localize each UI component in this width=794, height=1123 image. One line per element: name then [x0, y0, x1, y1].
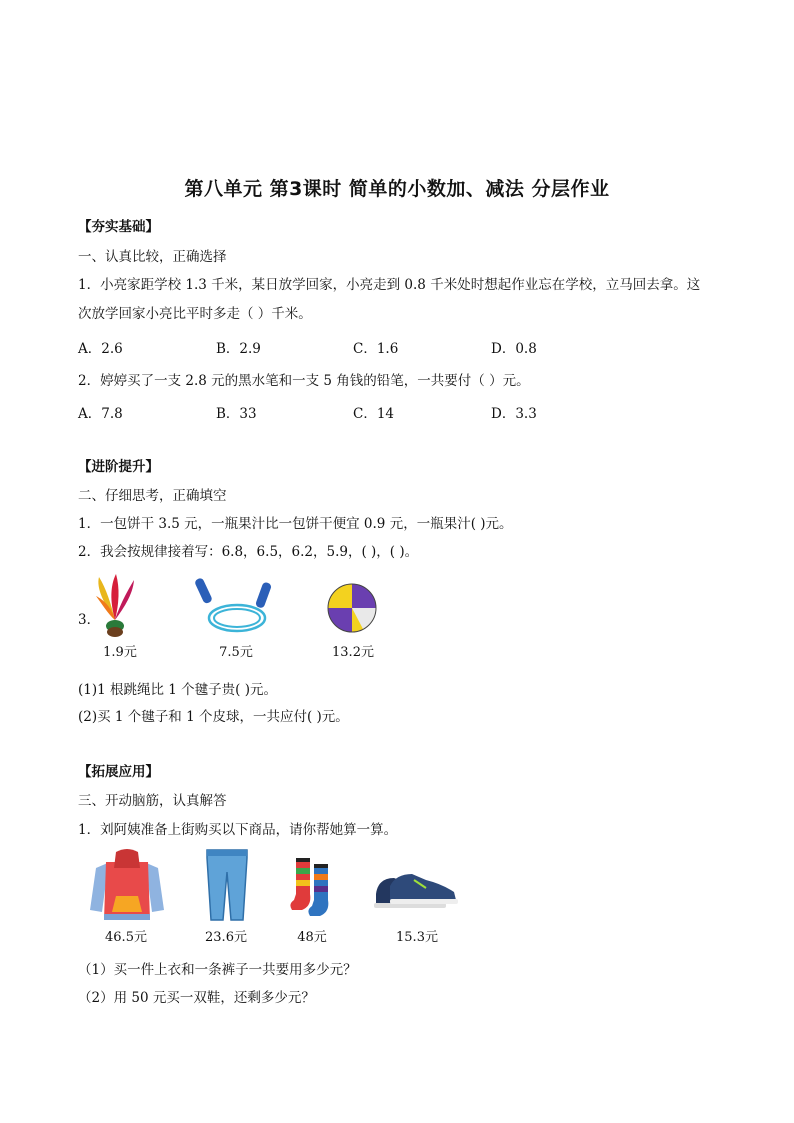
page-title: 第八单元 第3课时 简单的小数加、减法 分层作业	[184, 178, 610, 200]
question-1-line-1: 1．小亮家距学校 1.3 千米，某日放学回家，小亮走到 0.8 千米处时想起作业忘在学校，立马回去拿。这	[78, 277, 701, 293]
application-question-1: 1．刘阿姨准备上街购买以下商品，请你帮她算一算。	[78, 822, 398, 838]
jump-rope-price: 7.5元	[219, 645, 253, 660]
option-d: D．0.8	[491, 341, 537, 357]
option-b: B．2.9	[216, 341, 261, 357]
section-header-extension: 【拓展应用】	[78, 764, 159, 780]
socks-price: 48元	[297, 930, 327, 945]
section-heading-choice: 一、认真比较，正确选择	[78, 249, 227, 265]
ball-image	[327, 583, 377, 633]
sneakers-price: 15.3元	[396, 930, 438, 945]
hoodie-image	[88, 848, 166, 922]
fill-sub-question-1: (1)1 根跳绳比 1 个毽子贵( )元。	[78, 682, 277, 698]
question-2: 2．婷婷买了一支 2.8 元的黑水笔和一支 5 角钱的铅笔，一共要付（ ）元。	[78, 373, 530, 389]
application-sub-question-2: （2）用 50 元买一双鞋，还剩多少元？	[78, 990, 315, 1006]
fill-question-3-number: 3．	[78, 612, 101, 628]
jump-rope-image	[195, 576, 277, 640]
option-b: B．33	[216, 406, 257, 422]
option-a: A．7.8	[78, 406, 123, 422]
section-heading-fill: 二、仔细思考，正确填空	[78, 488, 227, 504]
fill-question-1: 1．一包饼干 3.5 元，一瓶果汁比一包饼干便宜 0.9 元，一瓶果汁( )元。	[78, 516, 513, 532]
section-header-basic: 【夯实基础】	[78, 219, 159, 235]
option-c: C．1.6	[353, 341, 399, 357]
ball-price: 13.2元	[332, 645, 374, 660]
fill-sub-question-2: (2)买 1 个毽子和 1 个皮球，一共应付( )元。	[78, 709, 349, 725]
sneakers-image	[370, 866, 460, 916]
option-d: D．3.3	[491, 406, 537, 422]
question-1-line-2: 次放学回家小亮比平时多走（ ）千米。	[78, 306, 312, 322]
jeans-image	[205, 848, 249, 922]
hoodie-price: 46.5元	[105, 930, 147, 945]
fill-question-2: 2．我会按规律接着写：6.8，6.5，6.2，5.9，( )，( )。	[78, 544, 419, 560]
option-c: C．14	[353, 406, 395, 422]
application-sub-question-1: （1）买一件上衣和一条裤子一共要用多少元？	[78, 962, 357, 978]
socks-image	[288, 854, 338, 918]
jeans-price: 23.6元	[205, 930, 247, 945]
section-heading-answer: 三、开动脑筋，认真解答	[78, 793, 227, 809]
shuttlecock-image	[90, 574, 140, 642]
section-header-advanced: 【进阶提升】	[78, 459, 159, 475]
shuttlecock-price: 1.9元	[103, 645, 137, 660]
option-a: A．2.6	[78, 341, 123, 357]
